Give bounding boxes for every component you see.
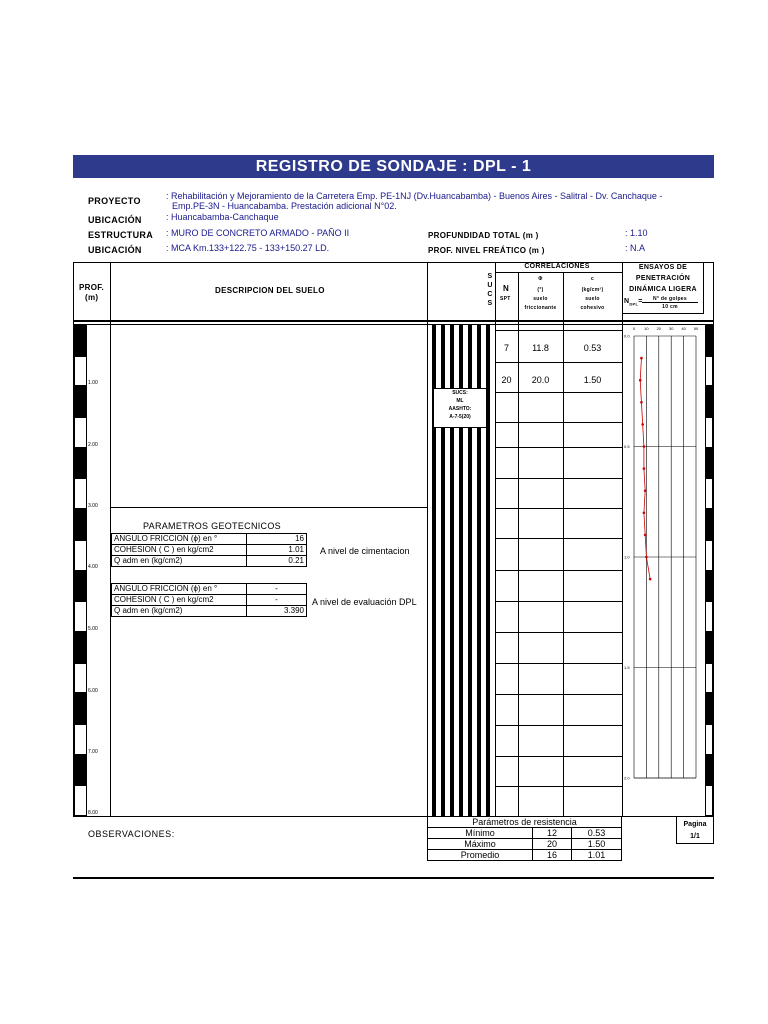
grid-row-line xyxy=(495,725,622,726)
dpl-chart xyxy=(622,322,704,816)
chart-y-tick: 1.5 xyxy=(624,665,630,670)
sucs-classification-box: SUCS: ML AASHTO: A-7-5(20) xyxy=(433,388,487,428)
observaciones-label: OBSERVACIONES: xyxy=(88,829,175,839)
chart-x-tick: 40 xyxy=(681,326,686,331)
depth-scale-segment xyxy=(74,785,87,816)
chart-point xyxy=(645,556,648,559)
depth-scale-segment xyxy=(74,693,87,724)
depth-label: 3.00 xyxy=(88,503,98,509)
chart-x-tick: 10 xyxy=(644,326,649,331)
depth-scale-segment xyxy=(705,509,713,540)
grid-row-line xyxy=(495,538,622,539)
phi-sub2: friccionante xyxy=(524,305,557,311)
grid-row-line xyxy=(495,392,622,393)
depth-label: 8.00 xyxy=(88,810,98,816)
depth-scale-segment xyxy=(74,755,87,786)
row-n: 20 xyxy=(501,375,512,385)
depth-scale-segment xyxy=(74,356,87,387)
depth-scale-segment xyxy=(705,755,713,786)
pagina-value: 1/1 xyxy=(690,833,700,840)
geotecnicos-table-1 xyxy=(111,533,307,567)
chart-x-tick: 50 xyxy=(693,326,699,331)
param-label: Q adm en (kg/cm2) xyxy=(112,556,247,567)
prof-total-value: : 1.10 xyxy=(625,228,648,238)
geotecnicos-note-2: A nivel de evaluación DPL xyxy=(312,597,417,607)
n-header: N xyxy=(503,284,510,293)
desc-divider xyxy=(110,507,427,508)
row-n: 7 xyxy=(503,343,509,353)
param-value: 0.21 xyxy=(247,556,307,567)
depth-scale-segment xyxy=(705,448,713,479)
chart-point xyxy=(643,467,646,470)
depth-label: 5.00 xyxy=(88,626,98,632)
depth-label: 6.00 xyxy=(88,688,98,694)
depth-scale-segment xyxy=(74,448,87,479)
row-phi: 20.0 xyxy=(531,375,550,385)
depth-label: 2.00 xyxy=(88,442,98,448)
chart-x-tick: 0 xyxy=(632,326,636,331)
depth-scale-segment xyxy=(705,632,713,663)
pagina-label: Pagina xyxy=(683,821,707,828)
spt-header: SPT xyxy=(500,296,511,302)
param-value: 16 xyxy=(247,534,307,545)
param-label: COHESION ( C ) en kg/cm2 xyxy=(112,545,247,556)
estructura-value: : MURO DE CONCRETO ARMADO - PAÑO II xyxy=(166,228,350,238)
golpes-label: N° de golpes xyxy=(642,296,698,303)
ensayos-line1: ENSAYOS DE xyxy=(638,264,688,271)
depth-scale-segment xyxy=(74,478,87,509)
geotecnicos-title: PARAMETROS GEOTECNICOS xyxy=(143,521,281,531)
chart-x-tick: 20 xyxy=(656,326,662,331)
chart-point xyxy=(643,512,646,515)
depth-scale-segment xyxy=(74,663,87,694)
col-line-n xyxy=(518,272,519,817)
grid-row-line xyxy=(495,663,622,664)
depth-scale-bar xyxy=(74,325,87,816)
document-title: REGISTRO DE SONDAJE : DPL - 1 xyxy=(73,155,714,178)
depth-scale-segment xyxy=(705,417,713,448)
col-line-phi xyxy=(563,272,564,817)
depth-label: 4.00 xyxy=(88,564,98,570)
sucs-header: S U C S xyxy=(487,273,493,307)
depth-scale-segment xyxy=(705,785,713,816)
param-value: 1.01 xyxy=(247,545,307,556)
depth-label: 7.00 xyxy=(88,749,98,755)
c-unit: (kg/cm²) xyxy=(581,287,604,293)
phi-unit: (°) xyxy=(537,287,544,293)
grid-row-line xyxy=(495,601,622,602)
chart-point xyxy=(643,445,646,448)
correlaciones-line xyxy=(495,272,622,273)
param-value: - xyxy=(247,584,307,595)
grid-row-line xyxy=(495,570,622,571)
depth-scale-segment xyxy=(74,724,87,755)
grid-row-line xyxy=(495,632,622,633)
chart-point xyxy=(641,423,644,426)
ndpl-label: $N_{DPL}=$ xyxy=(624,298,643,307)
row-c: 0.53 xyxy=(583,343,602,353)
row-phi: 11.8 xyxy=(532,343,549,353)
prof-header: PROF. xyxy=(79,283,105,292)
ubicacion-label: UBICACIÓN xyxy=(88,215,142,225)
c-sub: suelo xyxy=(585,296,600,302)
estructura-label: ESTRUCTURA xyxy=(88,230,153,240)
prof-unit: (m) xyxy=(85,293,99,302)
chart-point xyxy=(640,357,643,360)
chart-point xyxy=(639,379,642,382)
grid-row-line xyxy=(495,478,622,479)
c-sub2: cohesivo xyxy=(580,305,605,311)
depth-scale-segment xyxy=(705,386,713,417)
depth-scale-segment xyxy=(74,540,87,571)
chart-y-tick: 2.0 xyxy=(624,775,630,781)
param-label: ANGULO FRICCION (ϕ) en ° xyxy=(112,584,247,595)
phi-header: Φ xyxy=(538,276,543,282)
chart-y-tick: 0.5 xyxy=(624,444,630,449)
grid-row-line xyxy=(495,330,622,331)
nivel-freatico-label: PROF. NIVEL FREÁTICO (m ) xyxy=(428,246,545,255)
depth-scale-segment xyxy=(705,693,713,724)
bottom-rule xyxy=(73,877,714,879)
depth-scale-bar-right xyxy=(705,325,713,816)
depth-scale-segment xyxy=(705,478,713,509)
depth-scale-segment xyxy=(74,417,87,448)
ubicacion-value: : Huancabamba-Canchaque xyxy=(166,212,279,222)
nivel-freatico-value: : N.A xyxy=(625,243,646,253)
grid-row-line xyxy=(495,756,622,757)
grid-row-line xyxy=(495,362,622,363)
proyecto-label: PROYECTO xyxy=(88,196,141,206)
depth-scale-segment xyxy=(705,571,713,602)
correlaciones-header: CORRELACIONES xyxy=(524,263,590,270)
header-divider-2 xyxy=(73,324,714,325)
resistencia-table: Parámetros de resistencia Mínimo 12 0.53 Máximo 20 1.50 Promedio 16 1.01 xyxy=(427,816,622,861)
chart-x-tick: 30 xyxy=(668,326,674,331)
header-divider xyxy=(73,320,714,322)
chart-point xyxy=(649,578,652,581)
ensayos-line3: DINÁMICA LIGERA xyxy=(629,286,697,293)
depth-scale-segment xyxy=(74,632,87,663)
phi-sub: suelo xyxy=(533,296,548,302)
chart-point xyxy=(644,489,647,492)
golpes-unit: 10 cm xyxy=(662,304,678,310)
ubicacion2-value: : MCA Km.133+122.75 - 133+150.27 LD. xyxy=(166,243,330,253)
resistencia-title: Parámetros de resistencia xyxy=(428,817,622,828)
depth-scale-segment xyxy=(74,325,87,356)
depth-scale-segment xyxy=(705,540,713,571)
depth-scale-segment xyxy=(705,356,713,387)
chart-point xyxy=(640,401,643,404)
proyecto-value-line2: Emp.PE-3N - Huancabamba. Prestación adicional N°02. xyxy=(172,201,397,211)
chart-y-tick: 1.0 xyxy=(624,554,630,560)
prof-total-label: PROFUNDIDAD TOTAL (m ) xyxy=(428,231,539,240)
depth-scale-segment xyxy=(705,325,713,356)
param-label: Q adm en (kg/cm2) xyxy=(112,606,247,617)
param-label: COHESION ( C ) en kg/cm2 xyxy=(112,595,247,606)
col-line-desc xyxy=(427,262,428,817)
param-value: 3.390 xyxy=(247,606,307,617)
chart-y-tick: 0.0 xyxy=(624,333,630,339)
depth-scale-segment xyxy=(705,724,713,755)
depth-scale-segment xyxy=(705,601,713,632)
ubicacion2-label: UBICACIÓN xyxy=(88,245,142,255)
depth-label: 1.00 xyxy=(88,380,98,386)
depth-scale-segment xyxy=(74,571,87,602)
descripcion-header: DESCRIPCION DEL SUELO xyxy=(215,286,325,295)
pagina-box xyxy=(676,816,714,844)
grid-row-line xyxy=(495,786,622,787)
proyecto-value-line1: : Rehabilitación y Mejoramiento de la Carretera Emp. PE-1NJ (Dv.Huancabamba) - Buenos Aires - Salitral - Dv. Canchaque - xyxy=(166,191,663,201)
depth-scale-segment xyxy=(74,386,87,417)
grid-row-line xyxy=(495,422,622,423)
grid-row-line xyxy=(495,694,622,695)
chart-point xyxy=(644,534,647,537)
depth-scale-segment xyxy=(705,663,713,694)
depth-scale-segment xyxy=(74,601,87,632)
geotecnicos-table-2 xyxy=(111,583,307,617)
row-c: 1.50 xyxy=(583,375,602,385)
c-header: c xyxy=(590,276,595,282)
grid-row-line xyxy=(495,508,622,509)
grid-row-line xyxy=(495,447,622,448)
param-label: ANGULO FRICCION (ϕ) en ° xyxy=(112,534,247,545)
param-value: - xyxy=(247,595,307,606)
geotecnicos-note-1: A nivel de cimentacion xyxy=(320,546,410,556)
ensayos-line2: PENETRACIÓN xyxy=(635,275,691,282)
depth-scale-segment xyxy=(74,509,87,540)
